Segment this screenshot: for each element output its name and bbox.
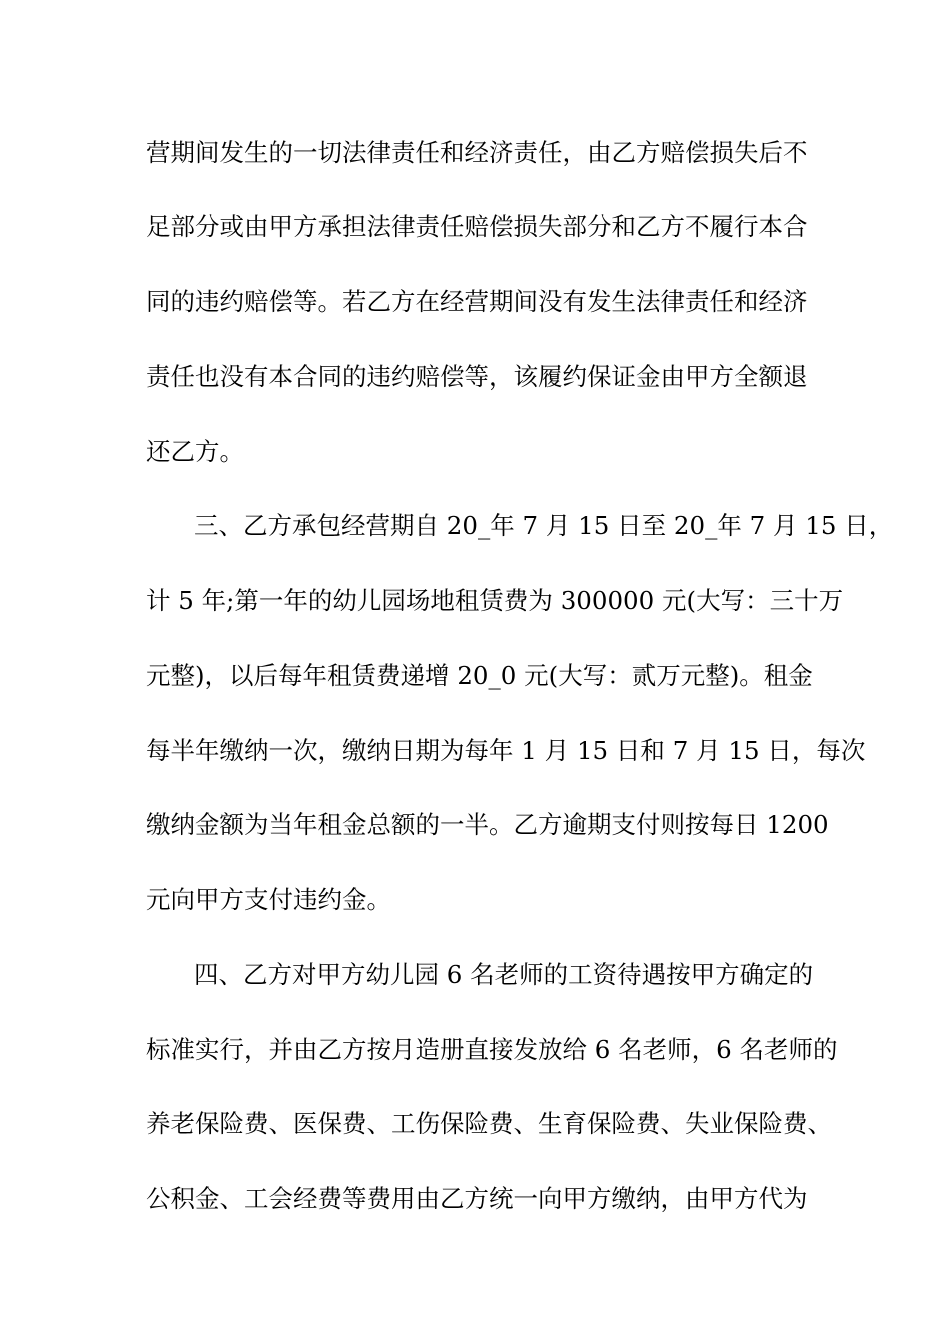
text-line: 责任也没有本合同的违约赔偿等，该履约保证金由甲方全额退: [146, 362, 808, 391]
text-line: 缴纳金额为当年租金总额的一半。乙方逾期支付则按每日 1200: [146, 810, 829, 839]
text-line: 还乙方。: [146, 437, 244, 466]
text-line: 公积金、工会经费等费用由乙方统一向甲方缴纳，由甲方代为: [146, 1184, 808, 1213]
text-line: 足部分或由甲方承担法律责任赔偿损失部分和乙方不履行本合: [146, 212, 808, 241]
text-line: 营期间发生的一切法律责任和经济责任，由乙方赔偿损失后不: [146, 138, 808, 167]
text-line: 计 5 年;第一年的幼儿园场地租赁费为 300000 元(大写：三十万: [146, 586, 844, 615]
paragraph-four-start: 四、乙方对甲方幼儿园 6 名老师的工资待遇按甲方确定的: [194, 960, 814, 989]
paragraph-three-start: 三、乙方承包经营期自 20_年 7 月 15 日至 20_年 7 月 15 日，: [194, 511, 894, 540]
text-line: 同的违约赔偿等。若乙方在经营期间没有发生法律责任和经济: [146, 287, 808, 316]
text-line: 每半年缴纳一次，缴纳日期为每年 1 月 15 日和 7 月 15 日，每次: [146, 736, 866, 765]
text-line: 元向甲方支付违约金。: [146, 885, 391, 914]
text-line: 标准实行，并由乙方按月造册直接发放给 6 名老师，6 名老师的: [146, 1035, 838, 1064]
text-line: 元整)，以后每年租赁费递增 20_0 元(大写：贰万元整)。租金: [146, 661, 813, 690]
text-line: 养老保险费、医保费、工伤保险费、生育保险费、失业保险费、: [146, 1109, 832, 1138]
